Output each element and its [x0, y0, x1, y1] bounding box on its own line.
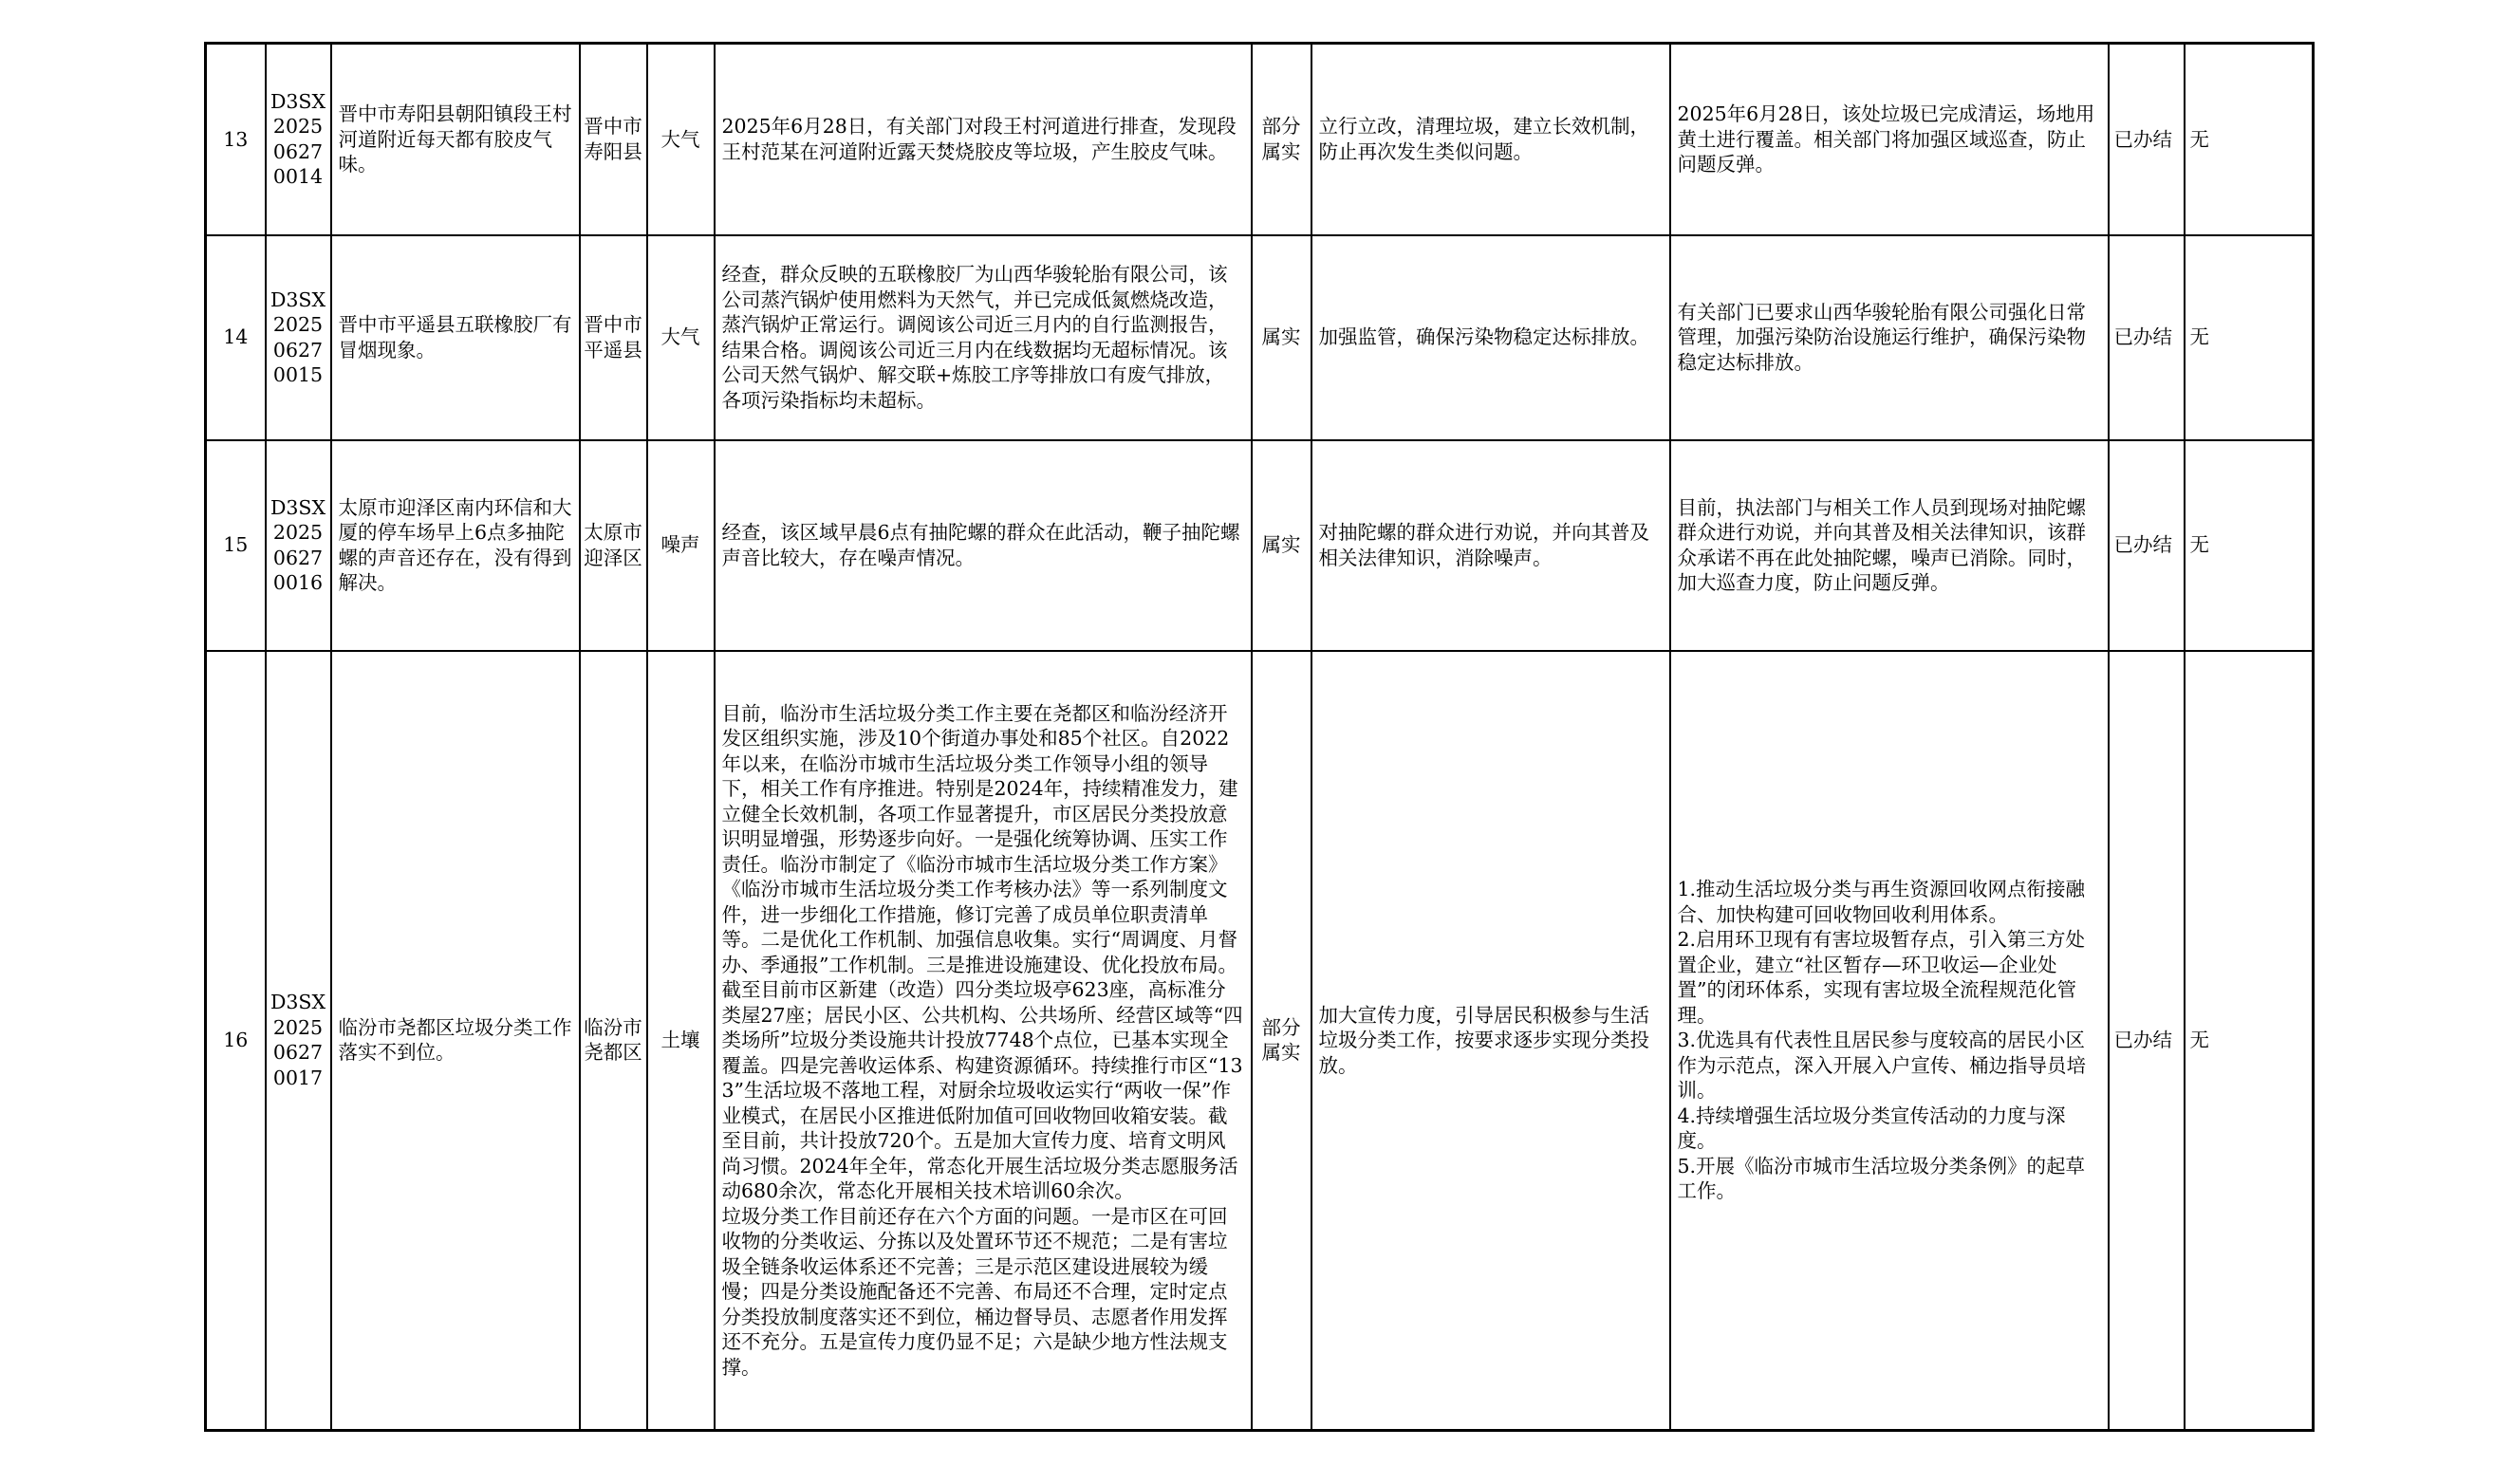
accountability: 无 — [2185, 44, 2314, 235]
region: 临汾市尧都区 — [580, 651, 647, 1431]
rectification-measures: 对抽陀螺的群众进行劝说，并向其普及相关法律知识，消除噪声。 — [1311, 440, 1670, 651]
complaint-id: D3SX202506270017 — [266, 651, 331, 1431]
issue-description: 晋中市寿阳县朝阳镇段王村河道附近每天都有胶皮气味。 — [331, 44, 580, 235]
region: 晋中市寿阳县 — [580, 44, 647, 235]
investigation-detail: 目前，临汾市生活垃圾分类工作主要在尧都区和临汾经济开发区组织实施，涉及10个街道办事处和85个社区。自2022年以来，在临汾市城市生活垃圾分类工作领导小组的领导下，相关工作有序推进。特别是2024年，持续精准发力，建立健全长效机制，各项工作显著提升，市区居民分类投放意识明显增强，形势逐步向好。一是强化统筹协调、压实工作责任。临汾市制定了《临汾市城市生活垃圾分类工作方案》《临汾市城市生活垃圾分类工作考核办法》等一系列制度文件，进一步细化工作措施，修订完善了成员单位职责清单等。二是优化工作机制、加强信息收集。实行“周调度、月督办、季通报”工作机制。三是推进设施建设、优化投放布局。截至目前市区新建（改造）四分类垃圾亭623座，高标准分类屋27座；居民小区、公共机构、公共场所、经营区域等“四类场所”垃圾分类设施共计投放7748个点位，已基本实现全覆盖。四是完善收运体系、构建资源循环。持续推行市区“133”生活垃圾不落地工程，对厨余垃圾收运实行“两收一保”作业模式，在居民小区推进低附加值可回收物回收箱安装。截至目前，共计投放720个。五是加大宣传力度、培育文明风尚习惯。2024年全年，常态化开展生活垃圾分类志愿服务活动680余次，常态化开展相关技术培训60余次。 垃圾分类工作目前还存在六个方面的问题。一是市区在可回收物的分类收运、分拣以及处置环节还不规范；二是有害垃圾全链条收运体系还不完善；三是示范区建设进展较为缓慢；四是分类设施配备还不完善、布局还不合理，定时定点分类投放制度落实还不到位，桶边督导员、志愿者作用发挥还不充分。五是宣传力度仍显不足；六是缺少地方性法规支撑。 — [715, 651, 1252, 1431]
region: 晋中市平遥县 — [580, 235, 647, 440]
complaint-id: D3SX202506270015 — [266, 235, 331, 440]
complaint-id: D3SX202506270014 — [266, 44, 331, 235]
rectification-result: 1.推动生活垃圾分类与再生资源回收网点衔接融合、加快构建可回收物回收利用体系。 2.启用环卫现有有害垃圾暂存点，引入第三方处置企业，建立“社区暂存—环卫收运—企业处置”的闭环体系，实现有害垃圾全流程规范化管理。 3.优选具有代表性且居民参与度较高的居民小区作为示范点，深入开展入户宣传、桶边指导员培训。 4.持续增强生活垃圾分类宣传活动的力度与深度。 5.开展《临汾市城市生活垃圾分类条例》的起草工作。 — [1670, 651, 2109, 1431]
status: 已办结 — [2109, 235, 2185, 440]
status: 已办结 — [2109, 44, 2185, 235]
investigation-detail: 2025年6月28日，有关部门对段王村河道进行排查，发现段王村范某在河道附近露天焚烧胶皮等垃圾，产生胶皮气味。 — [715, 44, 1252, 235]
investigation-detail: 经查，群众反映的五联橡胶厂为山西华骏轮胎有限公司，该公司蒸汽锅炉使用燃料为天然气，并已完成低氮燃烧改造，蒸汽锅炉正常运行。调阅该公司近三月内的自行监测报告，结果合格。调阅该公司近三月内在线数据均无超标情况。该公司天然气锅炉、解交联+炼胶工序等排放口有废气排放，各项污染指标均未超标。 — [715, 235, 1252, 440]
verdict: 部分属实 — [1252, 44, 1311, 235]
row-number: 16 — [206, 651, 266, 1431]
rectification-result: 2025年6月28日，该处垃圾已完成清运，场地用黄土进行覆盖。相关部门将加强区域巡查，防止问题反弹。 — [1670, 44, 2109, 235]
accountability: 无 — [2185, 440, 2314, 651]
accountability: 无 — [2185, 651, 2314, 1431]
rectification-measures: 立行立改，清理垃圾，建立长效机制，防止再次发生类似问题。 — [1311, 44, 1670, 235]
issue-description: 临汾市尧都区垃圾分类工作落实不到位。 — [331, 651, 580, 1431]
investigation-detail: 经查，该区域早晨6点有抽陀螺的群众在此活动，鞭子抽陀螺声音比较大，存在噪声情况。 — [715, 440, 1252, 651]
rectification-result: 有关部门已要求山西华骏轮胎有限公司强化日常管理，加强污染防治设施运行维护，确保污染物稳定达标排放。 — [1670, 235, 2109, 440]
complaint-id: D3SX202506270016 — [266, 440, 331, 651]
table-row — [206, 440, 2314, 651]
region: 太原市迎泽区 — [580, 440, 647, 651]
table-row — [206, 44, 2314, 235]
issue-description: 晋中市平遥县五联橡胶厂有冒烟现象。 — [331, 235, 580, 440]
pollution-type: 噪声 — [647, 440, 715, 651]
issue-description: 太原市迎泽区南内环信和大厦的停车场早上6点多抽陀螺的声音还存在，没有得到解决。 — [331, 440, 580, 651]
accountability: 无 — [2185, 235, 2314, 440]
row-number: 14 — [206, 235, 266, 440]
complaint-table — [204, 42, 2315, 1432]
row-number: 15 — [206, 440, 266, 651]
pollution-type: 土壤 — [647, 651, 715, 1431]
pollution-type: 大气 — [647, 235, 715, 440]
status: 已办结 — [2109, 440, 2185, 651]
status: 已办结 — [2109, 651, 2185, 1431]
table-row — [206, 235, 2314, 440]
rectification-measures: 加强监管，确保污染物稳定达标排放。 — [1311, 235, 1670, 440]
complaint-table-page — [204, 42, 2312, 1429]
table-row — [206, 651, 2314, 1431]
verdict: 属实 — [1252, 235, 1311, 440]
pollution-type: 大气 — [647, 44, 715, 235]
row-number: 13 — [206, 44, 266, 235]
rectification-result: 目前，执法部门与相关工作人员到现场对抽陀螺群众进行劝说，并向其普及相关法律知识，该群众承诺不再在此处抽陀螺，噪声已消除。同时，加大巡查力度，防止问题反弹。 — [1670, 440, 2109, 651]
verdict: 属实 — [1252, 440, 1311, 651]
rectification-measures: 加大宣传力度，引导居民积极参与生活垃圾分类工作，按要求逐步实现分类投放。 — [1311, 651, 1670, 1431]
verdict: 部分属实 — [1252, 651, 1311, 1431]
